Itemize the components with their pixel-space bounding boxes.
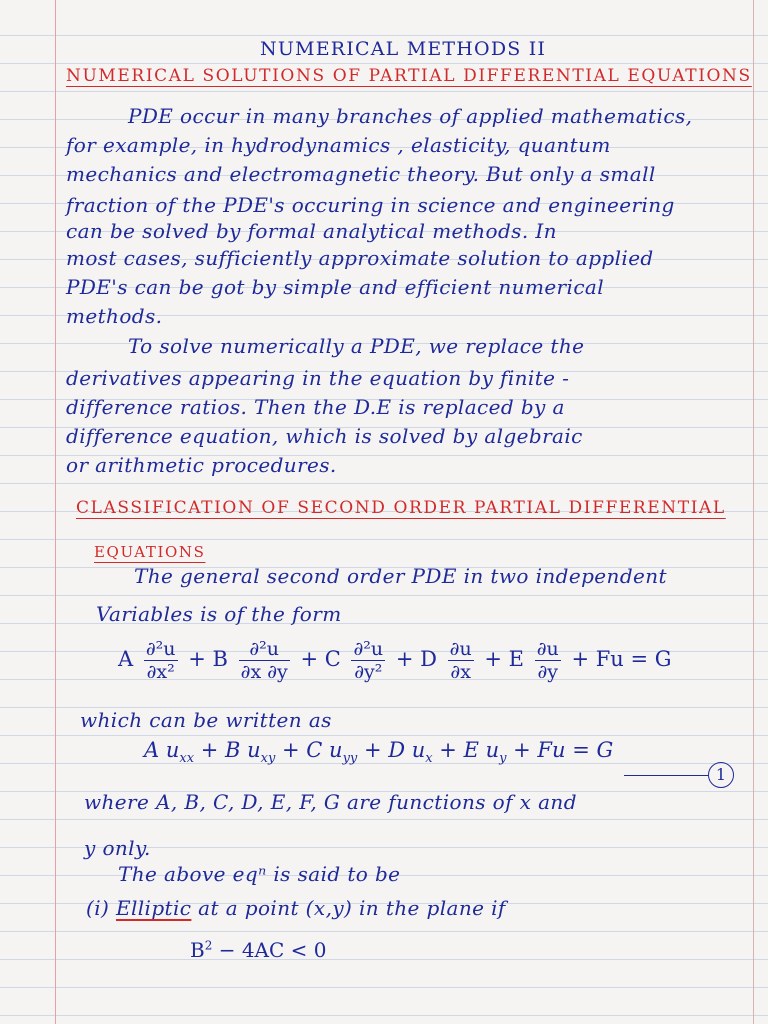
fraction-uxy: $\frac{\text{∂²u}}{\partial x \partial y}$: [240, 638, 288, 683]
para2-line: derivatives appearing in the equation by finite -: [66, 366, 570, 390]
fraction-ux: $\frac{\partial u}{\partial x}$: [449, 638, 472, 683]
para1-line: mechanics and electromagnetic theory. But only a small: [66, 162, 656, 186]
para2-line: or arithmetic procedures.: [66, 453, 337, 477]
section-heading-numerical-solutions: NUMERICAL SOLUTIONS OF PARTIAL DIFFERENTIAL EQUATIONS: [66, 66, 752, 86]
para3-line: Variables is of the form: [96, 602, 342, 626]
elliptic-condition: $B^2 - 4AC < 0$: [190, 938, 327, 962]
para1-line: for example, in hydrodynamics , elasticity, quantum: [66, 133, 611, 157]
fraction-uxx: $\frac{\text{∂²u}}{\text{∂x²}}$: [145, 638, 176, 683]
para4-line: The above eqⁿ is said to be: [118, 862, 401, 886]
subscript-pde-equation: A $u_{xx} + B$ $u_{xy} + C$ $u_{yy} + D$ $u_x + E$ $u_y + Fu = G$: [144, 738, 614, 767]
para4-line: where A, B, C, D, E, F, G are functions of x and: [84, 790, 577, 814]
para2-line: difference ratios. Then the D.E is replaced by a: [66, 395, 565, 419]
fraction-uyy: $\frac{\text{∂²u}}{\text{∂y²}}$: [353, 638, 384, 683]
para1-line: can be solved by formal analytical methods. In: [66, 219, 557, 243]
para4-line: y only.: [84, 836, 151, 860]
para1-line: most cases, sufficiently approximate solution to applied: [66, 246, 654, 270]
para2-line: difference equation, which is solved by algebraic: [66, 424, 583, 448]
fraction-uy: $\frac{\partial u}{\partial y}$: [536, 638, 559, 683]
margin-line: [55, 0, 56, 1024]
coef-c: + C: [300, 647, 341, 671]
section-heading-classification-cont: EQUATIONS: [94, 543, 206, 561]
equation-number-line: [624, 775, 708, 776]
coef-b: + B: [188, 647, 228, 671]
elliptic-term: Elliptic: [115, 896, 192, 920]
para1-line: methods.: [66, 304, 163, 328]
coef-e: + E: [484, 647, 525, 671]
page-title: NUMERICAL METHODS II: [260, 38, 547, 60]
page-edge-line: [753, 0, 754, 1024]
elliptic-item: (i) Elliptic at a point (x,y) in the plane if: [86, 896, 506, 920]
equation-tail: + Fu = G: [571, 647, 672, 671]
equation-number-badge: 1: [708, 762, 734, 788]
para2-line: To solve numerically a PDE, we replace the: [128, 334, 585, 358]
para1-line: fraction of the PDE's occuring in science and engineering: [66, 193, 675, 217]
general-pde-equation: [118, 638, 672, 683]
which-text: which can be written as: [80, 708, 332, 732]
para3-line: The general second order PDE in two independent: [134, 564, 667, 588]
section-heading-classification: CLASSIFICATION OF SECOND ORDER PARTIAL DIFFERENTIAL: [76, 498, 726, 518]
para1-line: PDE's can be got by simple and efficient numerical: [66, 275, 605, 299]
coef-d: + D: [395, 647, 437, 671]
para1-line: PDE occur in many branches of applied mathematics,: [128, 104, 693, 128]
coef-a: A: [118, 647, 134, 671]
